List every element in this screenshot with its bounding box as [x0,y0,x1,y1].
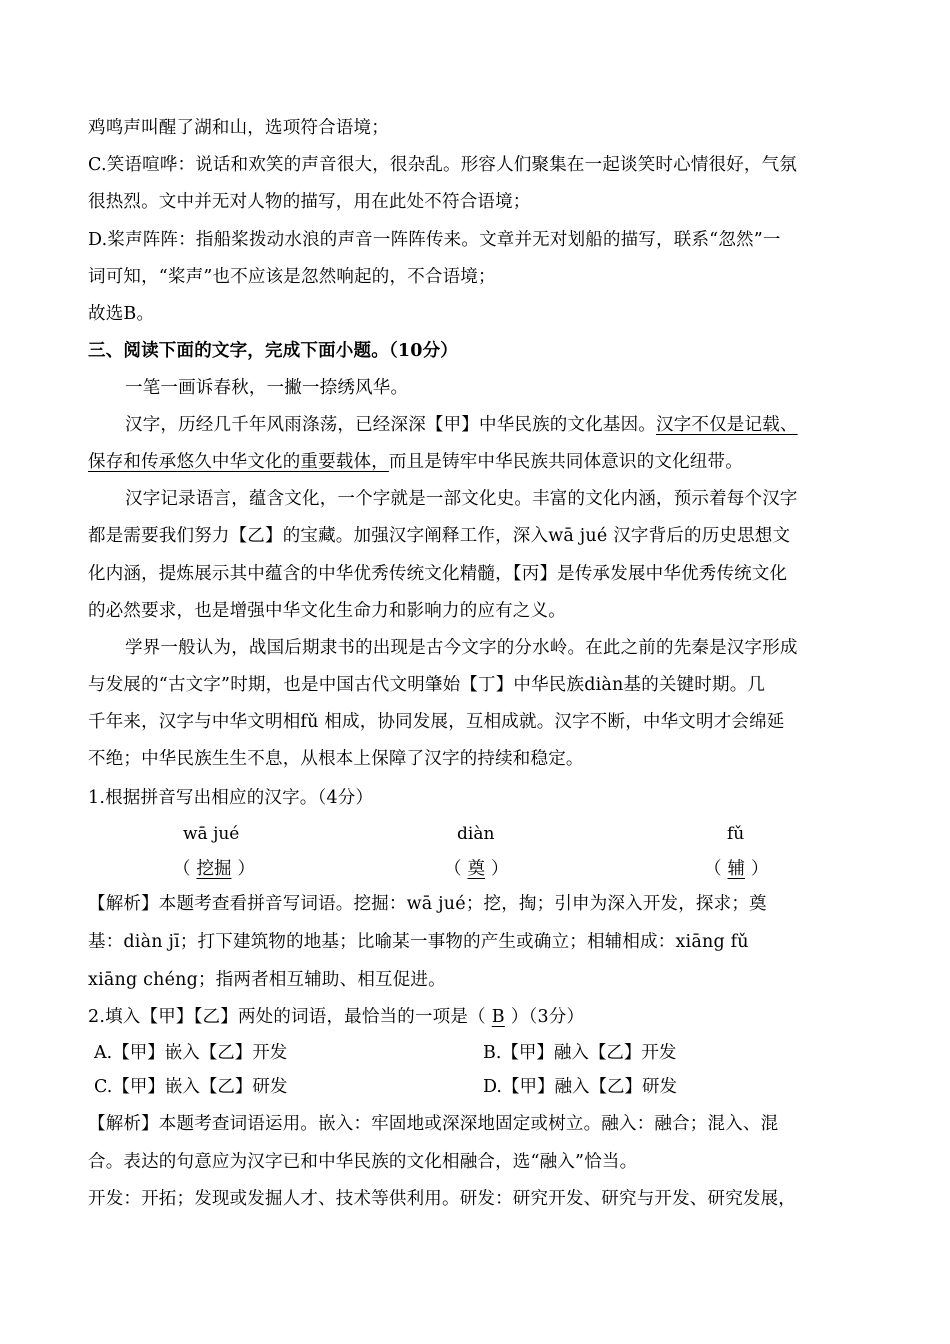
answer-blank: （ 奠 ） [444,856,509,882]
passage-line: 都是需要我们努力【乙】的宝藏。加强汉字阐释工作，深入wā jué 汉字背后的历史思想文 [88,526,791,546]
analysis-line: xiāng chéng；指两者相互辅助、相互促进。 [88,970,446,990]
analysis-line: 【解析】本题考查词语运用。嵌入：牢固地或深深地固定或树立。融入：融合；混入、混 [88,1114,779,1134]
text-line: 词可知，“桨声”也不应该是忽然响起的，不合语境； [88,267,496,287]
analysis-line: 基：diàn jī；打下建筑物的地基；比喻某一事物的产生或确立；相辅相成：xiāng fǔ [88,932,749,952]
analysis-line: 合。表达的句意应为汉字已和中华民族的文化相融合，选“融入”恰当。 [88,1152,638,1172]
passage-text: 汉字，历经几千年风雨涤荡，已经深深【甲】中华民族的文化基因。 [125,415,656,435]
option-d: D.【甲】融入【乙】研发 [483,1077,677,1097]
pinyin-label: diàn [457,824,495,844]
question-2: 2.填入【甲】【乙】两处的词语，最恰当的一项是（ B ）（3分） [88,1003,858,1031]
passage-line: 汉字记录语言，蕴含文化，一个字就是一部文化史。丰富的文化内涵，预示着每个汉字 [125,489,798,509]
passage-text: 而且是铸牢中华民族共同体意识的文化纽带。 [388,452,743,472]
passage-line: 不绝；中华民族生生不息，从根本上保障了汉字的持续和稳定。 [88,749,584,769]
section-heading: 三、阅读下面的文字，完成下面小题。（10分） [88,341,459,361]
text-line: 很热烈。文中并无对人物的描写，用在此处不符合语境； [88,192,531,212]
passage-line: 化内涵，提炼展示其中蕴含的中华优秀传统文化精髓，【丙】是传承发展中华优秀传统文化 [88,564,788,584]
option-a: A.【甲】嵌入【乙】开发 [94,1043,288,1063]
passage-line: 的必然要求，也是增强中华文化生命力和影响力的应有之义。 [88,601,566,621]
pinyin-label: fǔ [727,824,745,844]
text-line: 鸡鸣声叫醒了湖和山，选项符合语境； [88,118,389,138]
analysis-line: 开发：开拓；发现或发掘人才、技术等供利用。研发：研究开发、研究与开发、研究发展， [88,1189,796,1209]
text-line: 故选B。 [88,304,155,324]
answer-blank: （ 挖掘 ） [173,856,255,882]
answer-blank: （ 辅 ） [704,856,769,882]
option-b: B.【甲】融入【乙】开发 [483,1043,677,1063]
text-line: C.笑语喧哗：说话和欢笑的声音很大，很杂乱。形容人们聚集在一起谈笑时心情很好，气氛 [88,155,798,175]
passage-line: 一笔一画诉春秋，一撇一捺绣风华。 [125,378,409,398]
pinyin-label: wā jué [183,824,240,844]
underlined-sentence: 保存和传承悠久中华文化的重要载体， [88,452,389,472]
analysis-line: 【解析】本题考查看拼音写词语。挖掘：wā jué；挖，掏；引申为深入开发，探求；奠 [88,894,767,914]
question-1: 1.根据拼音写出相应的汉字。（4分） [88,788,374,808]
underlined-sentence: 汉字不仅是记载、 [656,415,798,435]
option-c: C.【甲】嵌入【乙】研发 [94,1077,288,1097]
passage-line: 学界一般认为，战国后期隶书的出现是古今文字的分水岭。在此之前的先秦是汉字形成 [125,638,798,658]
answer-text: B [491,1007,505,1027]
passage-line [88,448,858,476]
text-line: D.桨声阵阵：指船桨拨动水浪的声音一阵阵传来。文章并无对划船的描写，联系“忽然”一 [88,230,781,250]
passage-line: 与发展的“古文字”时期，也是中国古代文明肇始【丁】中华民族diàn基的关键时期。几 [88,675,766,695]
passage-line: 千年来，汉字与中华文明相fǔ 相成，协同发展，互相成就。汉字不断，中华文明才会绵延 [88,712,785,732]
answer-text: 挖掘 [196,859,232,879]
answer-text: 辅 [727,859,745,879]
answer-text: 奠 [467,859,485,879]
passage-line [125,411,858,439]
